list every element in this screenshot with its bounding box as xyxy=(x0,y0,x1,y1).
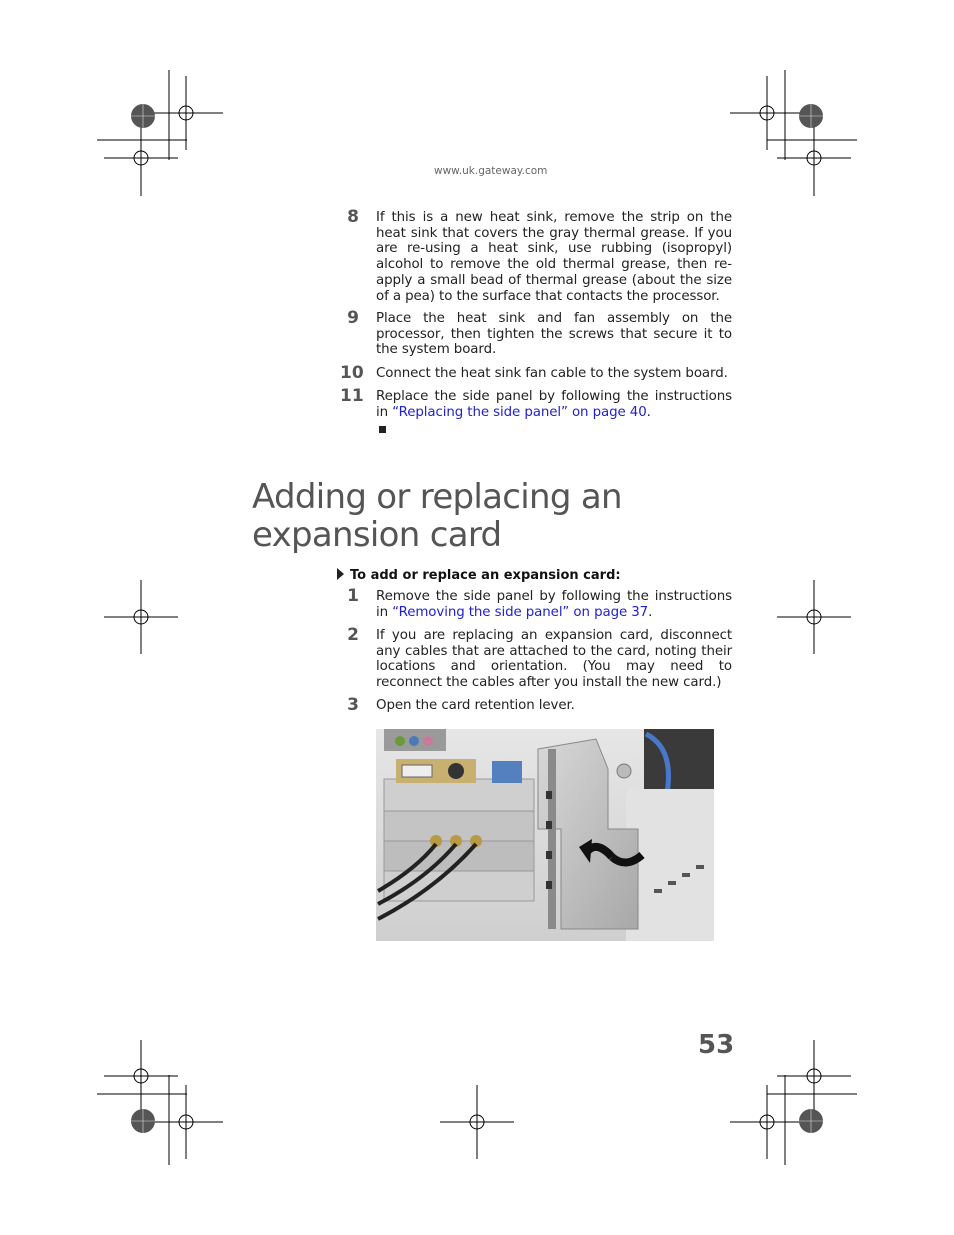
step-text-before: Remove the side panel by following the instructions in xyxy=(376,589,732,620)
step-text: Connect the heat sink fan cable to the system board. xyxy=(376,366,728,381)
step-text: If this is a new heat sink, remove the strip on the heat sink that covers the gray thermal grease. If you are re-using a heat sink, use rubbing (isopropyl) alcohol to remove the old thermal grease, then re-apply a small bead of thermal grease (about the size of a pea) to the surface that contacts the processor. xyxy=(376,210,732,304)
step-number: 3 xyxy=(347,695,359,715)
procedure-title xyxy=(337,568,621,583)
step-text-after: . xyxy=(646,404,651,420)
step-text: If you are replacing an expansion card, disconnect any cables that are attached to the card, noting their locations and orientation. (You may need to reconnect the cables after you install the new card.) xyxy=(376,628,732,691)
step-text: Place the heat sink and fan assembly on the processor, then tighten the screws that secure it to the system board. xyxy=(376,311,732,358)
step-number: 9 xyxy=(347,308,359,328)
section-heading: Adding or replacing an expansion card xyxy=(252,477,622,555)
page-number: 53 xyxy=(698,1030,735,1060)
end-of-procedure-marker xyxy=(379,426,386,433)
replacing-side-panel-link[interactable]: “Replacing the side panel” on page 40 xyxy=(392,404,647,420)
step-text: Open the card retention lever. xyxy=(376,698,575,713)
step-3 xyxy=(340,695,732,715)
removing-side-panel-link[interactable]: “Removing the side panel” on page 37 xyxy=(392,604,649,620)
step-number: 10 xyxy=(340,363,364,383)
step-text-before: Replace the side panel by following the instructions in xyxy=(376,389,732,420)
step-10 xyxy=(340,363,732,383)
step-number: 2 xyxy=(347,625,359,645)
step-1 xyxy=(340,586,732,620)
step-text xyxy=(376,389,732,420)
step-number: 11 xyxy=(340,386,364,406)
expansion-card-retention-lever-photo xyxy=(376,729,714,941)
step-11 xyxy=(340,386,732,420)
header-url: www.uk.gateway.com xyxy=(434,165,548,177)
step-9 xyxy=(340,308,732,358)
step-text-after: . xyxy=(648,604,653,620)
triangle-right-icon xyxy=(337,568,344,580)
step-number: 8 xyxy=(347,207,359,227)
step-text xyxy=(376,589,732,620)
step-8 xyxy=(340,207,732,304)
step-2 xyxy=(340,625,732,691)
step-number: 1 xyxy=(347,586,359,606)
procedure-title-text: To add or replace an expansion card: xyxy=(350,568,621,583)
